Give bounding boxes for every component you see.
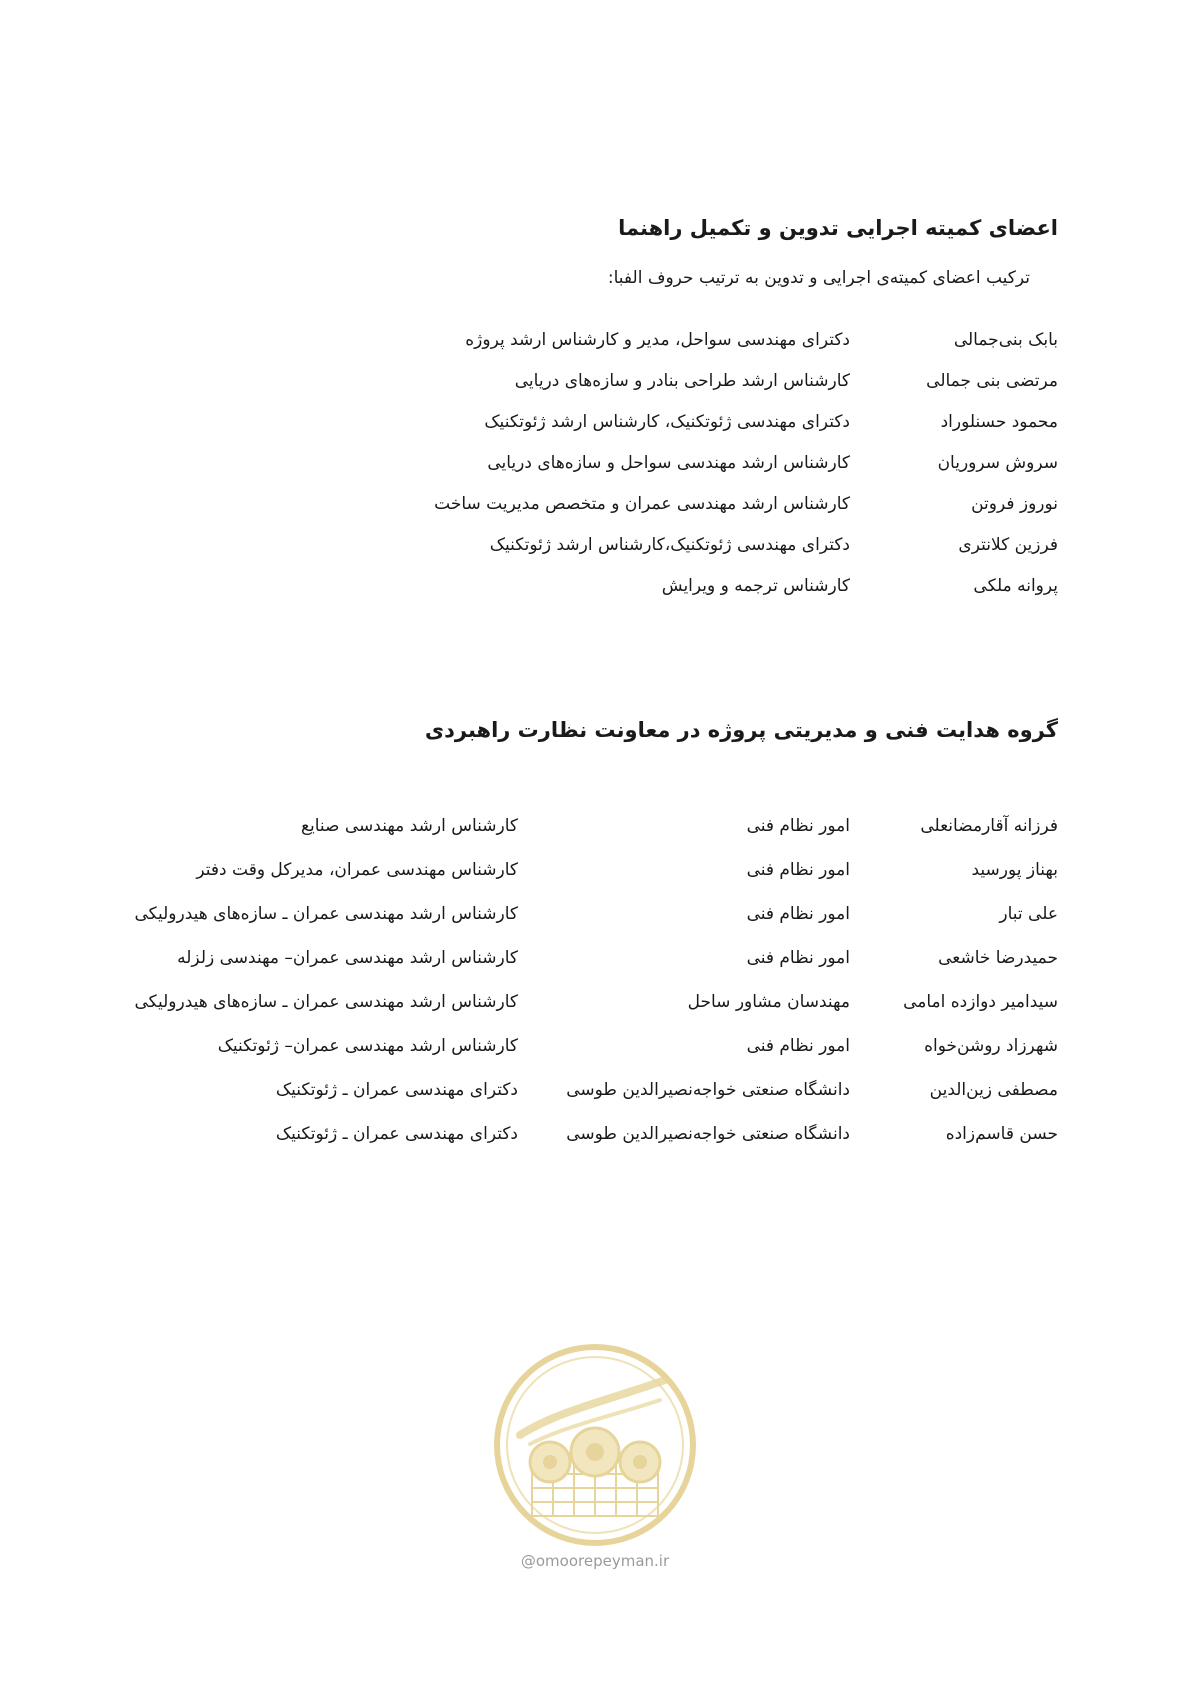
member-name: سروش سروریان (937, 453, 1058, 473)
member-description: دکترای مهندسی ژئوتکنیک،کارشناس ارشد ژئوتکنیک (489, 535, 850, 555)
member-name: بهناز پورسید (971, 860, 1058, 880)
supervision-title: گروه هدایت فنی و مدیریتی پروژه در معاونت نظارت راهبردی (424, 718, 1058, 742)
member-name: سیدامیر دوازده امامی (903, 992, 1058, 1012)
member-name: حسن قاسم‌زاده (945, 1124, 1058, 1144)
member-role: کارشناس ارشد مهندسی عمران– ژئوتکنیک (217, 1036, 518, 1056)
supervision-row (0, 1080, 1190, 1110)
member-name: فرزین کلانتری (958, 535, 1058, 555)
member-role: دکترای مهندسی عمران ـ ژئوتکنیک (275, 1080, 518, 1100)
member-role: کارشناس ارشد مهندسی عمران ـ سازه‌های هیدرولیکی (134, 904, 518, 924)
watermark-logo (490, 1340, 700, 1550)
supervision-row (0, 1036, 1190, 1066)
supervision-row (0, 948, 1190, 978)
member-affiliation: دانشگاه صنعتی خواجه‌نصیرالدین طوسی (566, 1080, 850, 1100)
supervision-row (0, 816, 1190, 846)
member-name: شهرزاد روشن‌خواه (924, 1036, 1058, 1056)
member-name: مرتضی بنی جمالی (926, 371, 1058, 391)
supervision-row (0, 992, 1190, 1022)
member-affiliation: امور نظام فنی (746, 904, 850, 924)
member-name: مصطفی زین‌الدین (929, 1080, 1058, 1100)
member-affiliation: امور نظام فنی (746, 948, 850, 968)
committee-row (0, 453, 1190, 483)
member-affiliation: امور نظام فنی (746, 1036, 850, 1056)
member-affiliation: مهندسان مشاور ساحل (687, 992, 850, 1012)
member-description: دکترای مهندسی ژئوتکنیک، کارشناس ارشد ژئوتکنیک (484, 412, 850, 432)
member-role: کارشناس ارشد مهندسی عمران ـ سازه‌های هیدرولیکی (134, 992, 518, 1012)
member-description: کارشناس ارشد مهندسی عمران و متخصص مدیریت ساخت (434, 494, 850, 514)
committee-row (0, 412, 1190, 442)
committee-row (0, 535, 1190, 565)
member-name: حمیدرضا خاشعی (938, 948, 1058, 968)
member-role: کارشناس ارشد مهندسی عمران– مهندسی زلزله (177, 948, 518, 968)
member-affiliation: امور نظام فنی (746, 860, 850, 880)
member-name: نوروز فروتن (971, 494, 1058, 514)
member-role: دکترای مهندسی عمران ـ ژئوتکنیک (275, 1124, 518, 1144)
committee-row (0, 494, 1190, 524)
member-description: کارشناس ارشد مهندسی سواحل و سازه‌های دریایی (487, 453, 850, 473)
member-name: بابک بنی‌جمالی (953, 330, 1058, 350)
watermark-url: @omoorepeyman.ir (520, 1552, 670, 1570)
supervision-row (0, 1124, 1190, 1154)
member-name: علی تبار (999, 904, 1058, 924)
member-name: فرزانه آقارمضانعلی (920, 816, 1058, 836)
member-description: کارشناس ترجمه و ویرایش (661, 576, 850, 596)
member-description: کارشناس ارشد طراحی بنادر و سازه‌های دریایی (514, 371, 850, 391)
member-role: کارشناس ارشد مهندسی صنایع (300, 816, 518, 836)
committee-subtitle: ترکیب اعضای کمیته‌ی اجرایی و تدوین به ترتیب حروف الفبا: (607, 268, 1030, 288)
member-description: دکترای مهندسی سواحل، مدیر و کارشناس ارشد پروژه (465, 330, 850, 350)
supervision-row (0, 904, 1190, 934)
member-name: پروانه ملکی (973, 576, 1058, 596)
supervision-row (0, 860, 1190, 890)
committee-row (0, 576, 1190, 606)
member-role: کارشناس مهندسی عمران، مدیرکل وقت دفتر (196, 860, 518, 880)
member-name: محمود حسنلوراد (940, 412, 1058, 432)
logo-emblem-icon (490, 1340, 700, 1550)
member-affiliation: امور نظام فنی (746, 816, 850, 836)
committee-row (0, 330, 1190, 360)
member-affiliation: دانشگاه صنعتی خواجه‌نصیرالدین طوسی (566, 1124, 850, 1144)
committee-title: اعضای کمیته اجرایی تدوین و تکمیل راهنما (618, 216, 1058, 240)
committee-row (0, 371, 1190, 401)
